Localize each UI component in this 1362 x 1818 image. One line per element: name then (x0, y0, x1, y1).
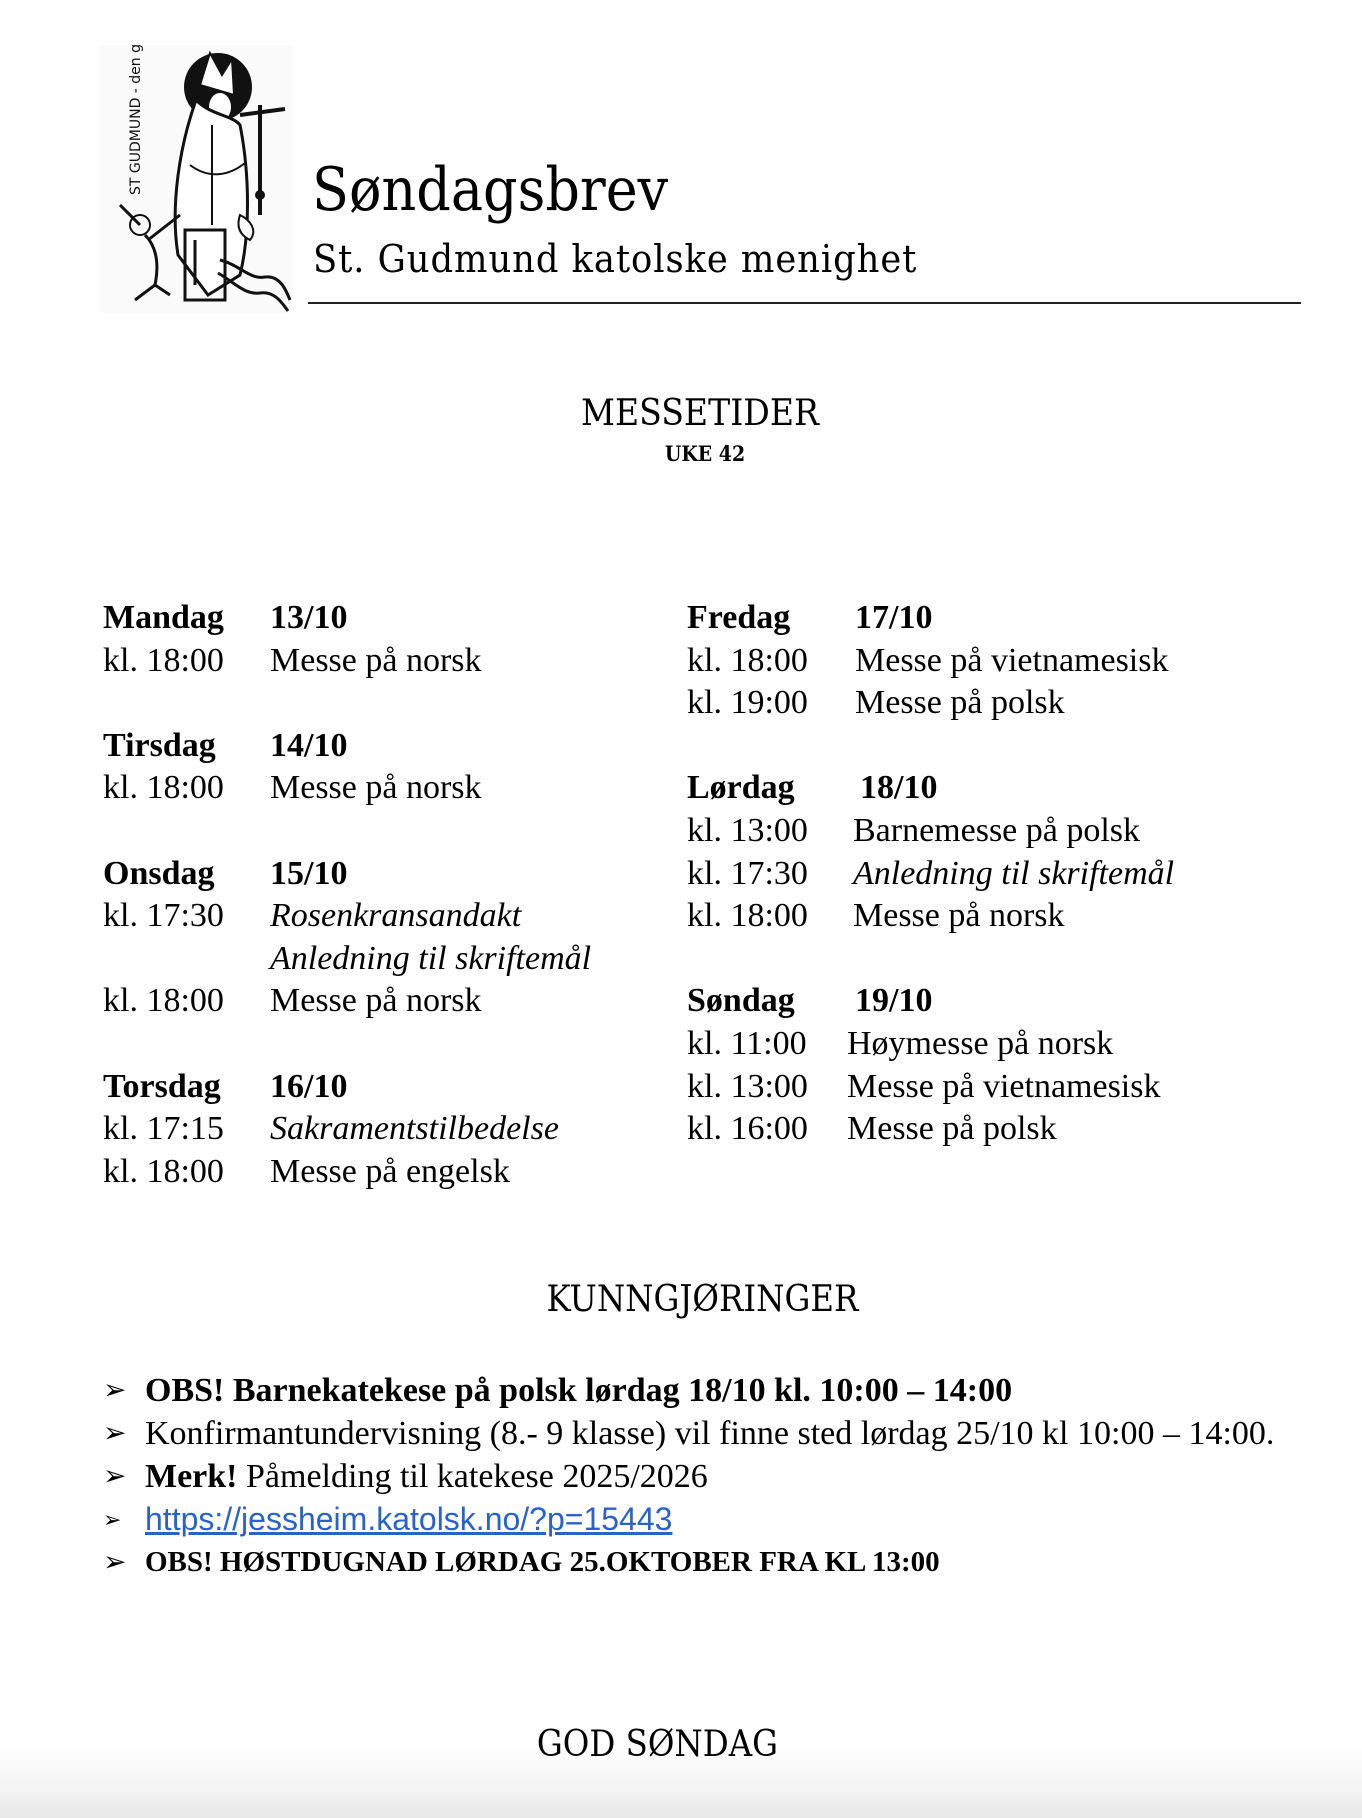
event-description: Messe på vietnamesisk (855, 641, 1169, 679)
schedule-right-column (687, 597, 1174, 1151)
schedule-row (687, 810, 1174, 853)
day-name: Onsdag (103, 854, 215, 892)
announcements-title: KUNNGJØRINGER (546, 1279, 859, 1320)
day-date: 14/10 (270, 726, 348, 764)
closing-greeting: GOD SØNDAG (536, 1724, 778, 1765)
day-heading (687, 980, 1174, 1023)
day-date: 13/10 (270, 599, 348, 636)
event-description: Høymesse på norsk (847, 1024, 1114, 1062)
day-block (687, 980, 1174, 1150)
event-time: kl. 17:30 (103, 897, 224, 935)
day-block (103, 725, 591, 810)
announcement-bold: Merk! (145, 1458, 238, 1495)
day-heading (103, 725, 591, 768)
day-date: 15/10 (270, 854, 348, 892)
event-time: kl. 17:30 (687, 854, 808, 892)
day-name: Torsdag (103, 1067, 221, 1105)
event-description: Messe på norsk (270, 982, 482, 1020)
arrowhead-bullet-icon: ➢ (103, 1461, 127, 1492)
day-block (103, 853, 591, 1023)
schedule-row (103, 980, 591, 1023)
event-description: Sakramentstilbedelse (270, 1110, 559, 1148)
announcement-item (103, 1498, 1303, 1541)
day-date: 19/10 (855, 982, 933, 1020)
event-time: kl. 19:00 (687, 684, 808, 722)
event-time: kl. 18:00 (103, 1152, 224, 1190)
schedule-left-column (103, 597, 591, 1193)
schedule-row (687, 640, 1174, 683)
schedule-row (687, 853, 1174, 896)
announcement-item (103, 1412, 1303, 1455)
schedule-row (103, 640, 591, 683)
day-spacer (103, 1023, 591, 1066)
day-name: Søndag (687, 982, 795, 1020)
day-block (687, 767, 1174, 937)
day-heading (687, 767, 1174, 810)
arrowhead-bullet-icon: ➢ (103, 1507, 122, 1532)
announcement-text: Konfirmantundervisning (8.- 9 klasse) vil finne sted lørdag 25/10 kl 10:00 – 14:00. (145, 1415, 1275, 1452)
schedule-row (103, 767, 591, 810)
page-title: Søndagsbrev (312, 155, 669, 225)
day-spacer (103, 810, 591, 853)
announcement-caps: OBS! HØSTDUGNAD LØRDAG 25.OKTOBER FRA KL 13:00 (145, 1546, 940, 1578)
event-description: Messe på engelsk (270, 1152, 510, 1190)
announcement-item (103, 1369, 1303, 1412)
header-divider (308, 302, 1301, 304)
event-description: Barnemesse på polsk (853, 811, 1141, 849)
day-date: 16/10 (270, 1067, 348, 1105)
event-description: Anledning til skriftemål (270, 939, 592, 977)
schedule-row (687, 1023, 1174, 1066)
schedule-row (687, 1066, 1174, 1109)
event-time: kl. 18:00 (103, 982, 224, 1020)
schedule-row (687, 682, 1174, 725)
day-date: 18/10 (860, 769, 938, 807)
katekese-link[interactable]: https://jessheim.katolsk.no/?p=15443 (145, 1501, 673, 1537)
logo-text: ST GUDMUND - den gode (128, 45, 144, 195)
event-time: kl. 18:00 (103, 769, 224, 807)
day-block (103, 597, 591, 682)
announcement-bold: OBS! Barnekatekese på polsk lørdag 18/10 kl. 10:00 – 14:00 (145, 1372, 1013, 1409)
event-description: Messe på norsk (270, 641, 482, 679)
event-time (103, 938, 270, 981)
event-time: kl. 13:00 (687, 811, 808, 849)
event-description: Messe på norsk (270, 769, 482, 807)
announcement-item (103, 1455, 1303, 1498)
event-time: kl. 18:00 (103, 641, 224, 679)
page-subtitle: St. Gudmund katolske menighet (313, 237, 918, 281)
event-description: Anledning til skriftemål (853, 854, 1175, 892)
announcement-item (103, 1541, 1303, 1584)
event-description: Rosenkransandakt (270, 897, 522, 935)
day-date: 17/10 (855, 599, 933, 636)
schedule-row (687, 895, 1174, 938)
schedule-row (103, 1151, 591, 1194)
arrowhead-bullet-icon: ➢ (103, 1375, 127, 1406)
schedule-title: MESSETIDER (581, 393, 819, 434)
day-spacer (687, 725, 1174, 768)
schedule-row (103, 895, 591, 938)
schedule-week: UKE 42 (664, 441, 746, 466)
event-description: Messe på polsk (855, 684, 1065, 722)
schedule-row (103, 938, 591, 981)
schedule-row (103, 1108, 591, 1151)
st-gudmund-illustration (100, 45, 292, 313)
day-heading (103, 597, 591, 640)
day-spacer (687, 938, 1174, 981)
event-description: Messe på norsk (853, 897, 1065, 935)
announcement-text: Påmelding til katekese 2025/2026 (237, 1458, 708, 1495)
event-time: kl. 17:15 (103, 1110, 224, 1148)
event-time: kl. 18:00 (687, 641, 808, 679)
day-name: Mandag (103, 599, 224, 636)
arrowhead-bullet-icon: ➢ (103, 1418, 127, 1449)
day-name: Tirsdag (103, 726, 216, 764)
day-heading (103, 853, 591, 896)
event-time: kl. 18:00 (687, 897, 808, 935)
schedule-row (687, 1108, 1174, 1151)
day-heading (687, 597, 1174, 640)
event-time: kl. 11:00 (687, 1024, 807, 1062)
arrowhead-bullet-icon: ➢ (103, 1547, 127, 1578)
event-time: kl. 13:00 (687, 1067, 808, 1105)
parish-logo (100, 45, 292, 313)
event-time: kl. 16:00 (687, 1110, 808, 1148)
event-description: Messe på polsk (847, 1110, 1057, 1148)
day-name: Lørdag (687, 769, 795, 807)
day-block (103, 1066, 591, 1194)
event-description: Messe på vietnamesisk (847, 1067, 1161, 1105)
day-block (687, 597, 1174, 725)
day-spacer (103, 682, 591, 725)
announcements-list (103, 1369, 1303, 1584)
day-name: Fredag (687, 599, 791, 636)
day-heading (103, 1066, 591, 1109)
